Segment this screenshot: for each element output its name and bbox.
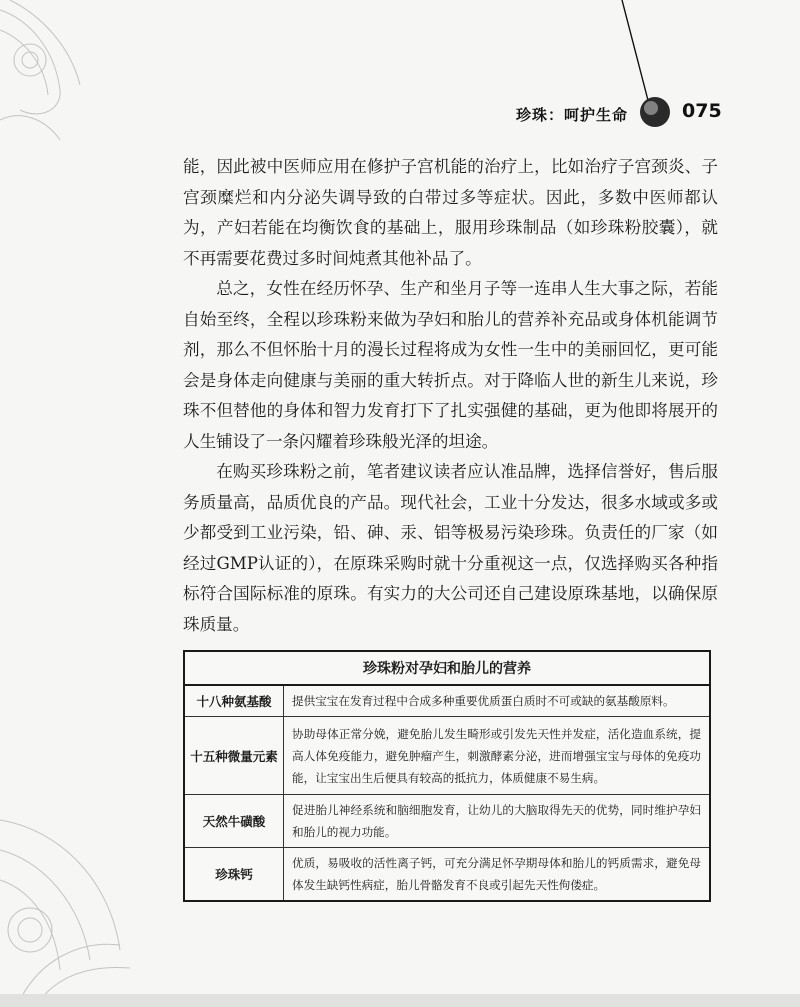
table-row — [184, 848, 710, 902]
page-number: 075 — [682, 100, 722, 122]
paragraph-2: 总之，女性在经历怀孕、生产和坐月子等一连串人生大事之际，若能自始至终，全程以珍珠粉来做为孕妇和胎儿的营养补充品或身体机能调节剂，那么不但怀胎十月的漫长过程将成为女性一生中的美丽回忆，更可能会是身体走向健康与美丽的重大转折点。对于降临人世的新生儿来说，珍珠不但替他的身体和智力发育打下了扎实强健的基础，更为他即将展开的人生铺设了一条闪耀着珍珠般光泽的坦途。 — [183, 279, 718, 451]
nutrient-desc: 优质，易吸收的活性离子钙，可充分满足怀孕期母体和胎儿的钙质需求，避免母体发生缺钙性病症，胎儿骨骼发育不良或引起先天性佝偻症。 — [284, 848, 711, 902]
page-header — [500, 100, 730, 130]
nutrient-name: 十八种氨基酸 — [184, 685, 284, 717]
page-bottom-edge — [0, 994, 800, 1007]
table-row — [184, 717, 710, 795]
nutrient-desc: 协助母体正常分娩，避免胎儿发生畸形或引发先天性并发症，活化造血系统，提高人体免疫能力，避免肿瘤产生，刺激酵素分泌，进而增强宝宝与母体的免疫功能，让宝宝出生后便具有较高的抵抗力，体质健康不易生病。 — [284, 717, 711, 795]
chapter-title: 珍珠：呵护生命 — [516, 106, 629, 124]
nutrient-name: 珍珠钙 — [184, 848, 284, 902]
table-title: 珍珠粉对孕妇和胎儿的营养 — [184, 651, 710, 685]
paragraph-1: 能，因此被中医师应用在修护子宫机能的治疗上，比如治疗子宫颈炎、子宫颈糜烂和内分泌失调导致的白带过多等症状。因此，多数中医师都认为，产妇若能在均衡饮食的基础上，服用珍珠制品（如珍珠粉胶囊），就不再需要花费过多时间炖煮其他补品了。 — [183, 157, 718, 268]
nutrient-name: 十五种微量元素 — [184, 717, 284, 795]
body-text — [183, 152, 718, 640]
table-row — [184, 795, 710, 848]
nutrient-desc: 提供宝宝在发育过程中合成多种重要优质蛋白质时不可或缺的氨基酸原料。 — [284, 685, 711, 717]
nutrient-name: 天然牛磺酸 — [184, 795, 284, 848]
nutrient-desc: 促进胎儿神经系统和脑细胞发育，让幼儿的大脑取得先天的优势，同时维护孕妇和胎儿的视力功能。 — [284, 795, 711, 848]
nutrition-table — [183, 650, 711, 902]
paragraph-3: 在购买珍珠粉之前，笔者建议读者应认准品牌，选择信誉好，售后服务质量高，品质优良的产品。现代社会，工业十分发达，很多水域或多或少都受到工业污染，铅、砷、汞、铝等极易污染珍珠。负责任的厂家（如经过GMP认证的），在原珠采购时就十分重视这一点，仅选择购买各种指标符合国际标准的原珠。有实力的大公司还自己建设原珠基地，以确保原珠质量。 — [183, 462, 718, 634]
table-row — [184, 685, 710, 717]
